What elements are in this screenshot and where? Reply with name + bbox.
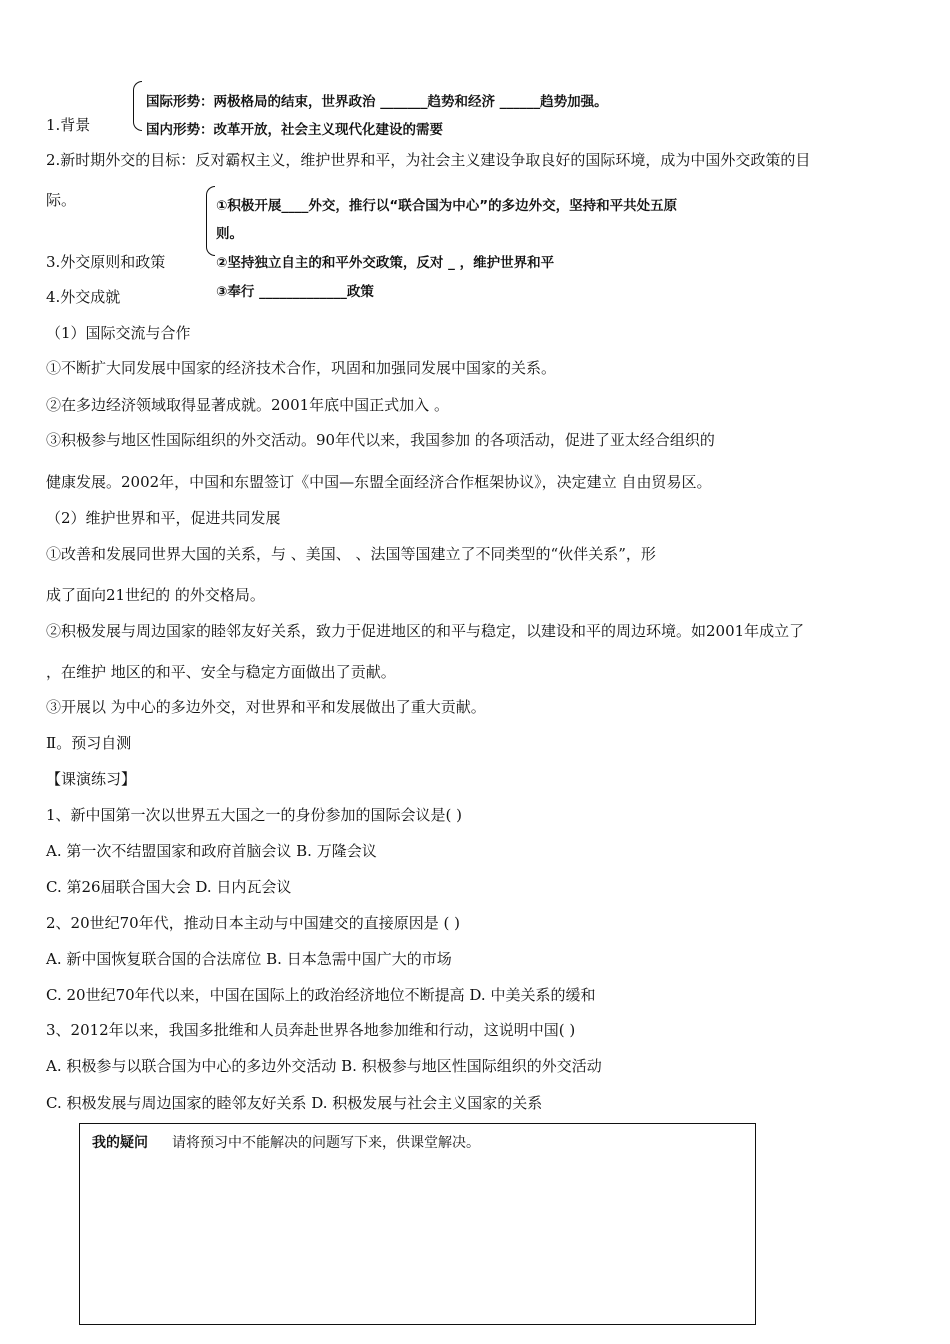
question-2-options-ab: A. 新中国恢复联合国的合法席位 B. 日本急需中国广大的市场 <box>46 950 452 968</box>
achievements-label: 4.外交成就 <box>46 288 121 306</box>
achievements-q2a: ②积极发展与周边国家的睦邻友好关系，致力于促进地区的和平与稳定，以建设和平的周边环境。如2001年成立了 <box>46 622 805 640</box>
achievements-q2b: ，在维护 地区的和平、安全与稳定方面做出了贡献。 <box>46 663 396 681</box>
question-3-options-ab: A. 积极参与以联合国为中心的多边外交活动 B. 积极参与地区性国际组织的外交活动 <box>46 1057 602 1075</box>
background-intl: 国际形势：两极格局的结束，世界政治 _______趋势和经济 ______趋势加强。 <box>146 94 608 110</box>
practice-heading: 【课演练习】 <box>46 770 137 788</box>
my-questions-prompt: 请将预习中不能解决的问题写下来，供课堂解决。 <box>172 1135 480 1151</box>
question-2: 2、20世纪70年代，推动日本主动与中国建交的直接原因是 ( ) <box>46 914 460 932</box>
principles-item3: ③奉行 _____________政策 <box>216 284 374 300</box>
achievements-sub2: （2）维护世界和平，促进共同发展 <box>46 509 281 527</box>
achievements-sub1: （1）国际交流与合作 <box>46 324 191 342</box>
background-brace <box>133 81 142 131</box>
background-label: 1.背景 <box>46 116 91 134</box>
goal-line-2: 际。 <box>46 191 77 209</box>
my-questions-title: 我的疑问 <box>92 1135 148 1151</box>
achievements-p3a: ③积极参与地区性国际组织的外交活动。90年代以来，我国参加 的各项活动，促进了亚太经合组织的 <box>46 431 715 449</box>
principles-brace <box>206 186 215 256</box>
achievements-q1b: 成了面向21世纪的 的外交格局。 <box>46 586 265 604</box>
principles-item1b: 则。 <box>216 226 243 242</box>
background-domestic: 国内形势：改革开放，社会主义现代化建设的需要 <box>146 122 443 138</box>
question-2-options-cd: C. 20世纪70年代以来，中国在国际上的政治经济地位不断提高 D. 中美关系的缓和 <box>46 986 596 1004</box>
question-1-options-ab: A. 第一次不结盟国家和政府首脑会议 B. 万隆会议 <box>46 842 377 860</box>
principles-item1a: ①积极开展____外交，推行以“联合国为中心”的多边外交，坚持和平共处五原 <box>216 198 678 214</box>
question-3: 3、2012年以来，我国多批维和人员奔赴世界各地参加维和行动，这说明中国( ) <box>46 1021 576 1039</box>
achievements-q1a: ①改善和发展同世界大国的关系，与 、美国、 、法国等国建立了不同类型的“伙伴关系”，形 <box>46 545 656 563</box>
achievements-p1: ①不断扩大同发展中国家的经济技术合作，巩固和加强同发展中国家的关系。 <box>46 359 557 377</box>
my-questions-box[interactable] <box>79 1123 756 1325</box>
question-1: 1、新中国第一次以世界五大国之一的身份参加的国际会议是( ) <box>46 806 463 824</box>
achievements-p3b: 健康发展。2002年，中国和东盟签订《中国—东盟全面经济合作框架协议》，决定建立 自由贸易区。 <box>46 473 712 491</box>
achievements-q3: ③开展以 为中心的多边外交，对世界和平和发展做出了重大贡献。 <box>46 698 486 716</box>
question-1-options-cd: C. 第26届联合国大会 D. 日内瓦会议 <box>46 878 292 896</box>
principles-label: 3.外交原则和政策 <box>46 253 166 271</box>
principles-item2: ②坚持独立自主的和平外交政策，反对 _ ，维护世界和平 <box>216 255 555 271</box>
goal-line-1: 2.新时期外交的目标：反对霸权主义，维护世界和平，为社会主义建设争取良好的国际环境，成为中国外交政策的目 <box>46 151 811 169</box>
achievements-p2: ②在多边经济领域取得显著成就。2001年底中国正式加入 。 <box>46 396 449 414</box>
self-test-heading: Ⅱ。预习自测 <box>46 734 132 752</box>
question-3-options-cd: C. 积极发展与周边国家的睦邻友好关系 D. 积极发展与社会主义国家的关系 <box>46 1094 543 1112</box>
